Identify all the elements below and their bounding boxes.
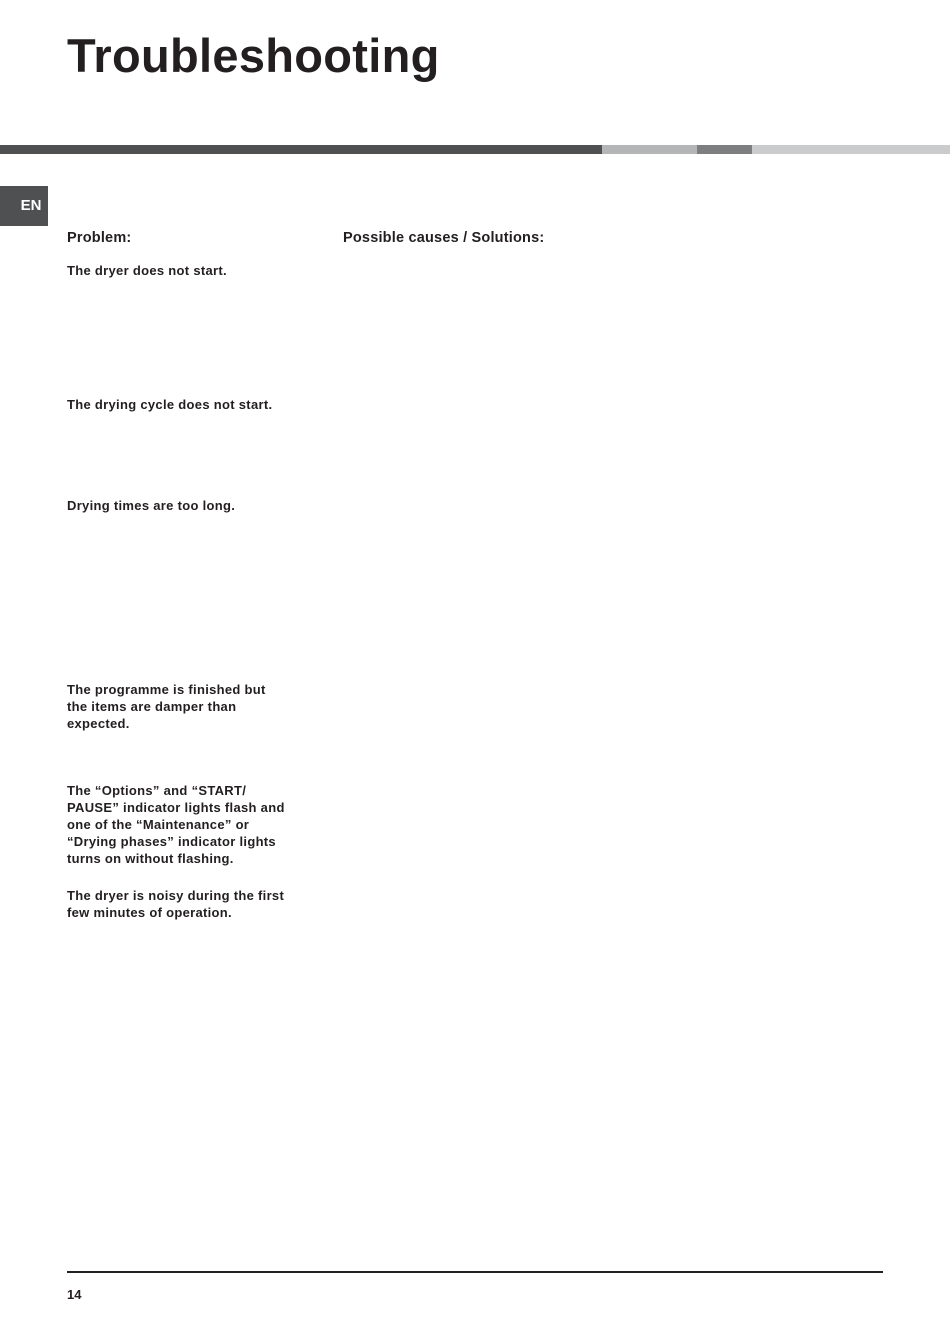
page-title: Troubleshooting xyxy=(67,29,440,82)
header-bar-segment xyxy=(602,145,697,154)
header-bar-segment xyxy=(697,145,752,154)
problem-item: The dryer is noisy during the first few minutes of operation. xyxy=(67,888,285,920)
causes-column-header: Possible causes / Solutions: xyxy=(343,230,545,246)
problem-item: The “Options” and “START/ PAUSE” indicator lights flash and one of the “Maintenance” or “Drying phases” indicator lights turns on without flashing. xyxy=(67,783,285,866)
problem-column-header: Problem: xyxy=(67,230,132,246)
problem-item: Drying times are too long. xyxy=(67,498,236,513)
header-bar-segment xyxy=(752,145,950,154)
problem-item: The dryer does not start. xyxy=(67,263,227,278)
problem-item: The drying cycle does not start. xyxy=(67,397,273,412)
footer-rule xyxy=(67,1271,883,1273)
page-number: 14 xyxy=(67,1287,82,1302)
problem-item: The programme is finished but the items are damper than expected. xyxy=(67,682,266,731)
language-tab: EN xyxy=(0,186,48,226)
header-bar-segment xyxy=(0,145,602,154)
